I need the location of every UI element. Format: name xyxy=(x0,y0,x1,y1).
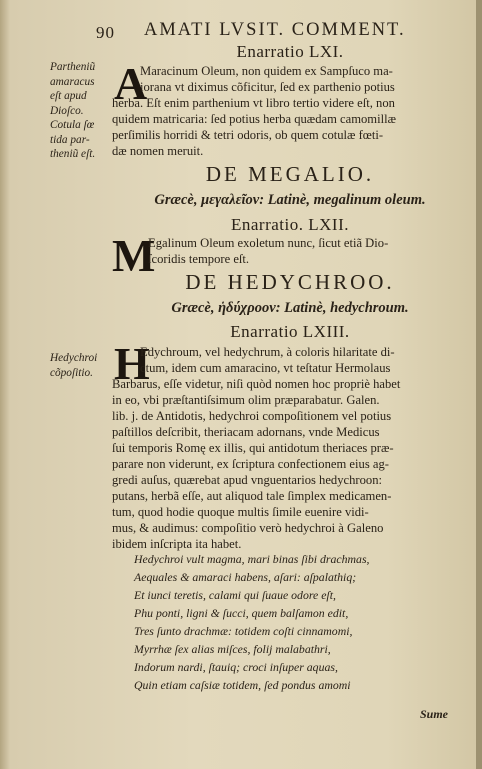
text-line: lib. j. de Antidotis, hedychroi compoſitionem vel potius xyxy=(112,409,392,423)
text-line: ibidem inſcripta ita habet. xyxy=(112,537,242,551)
margin-note-line: tida par- xyxy=(50,133,90,146)
verse-line: Aequales & amaraci habens, aſari: aſpalathiq; xyxy=(134,570,357,584)
text-line: iorana vt diximus cõficitur, ſed ex parthenio potius xyxy=(140,80,395,94)
text-line: gredi auſus, quærebat apud vnguentarios hedychroon: xyxy=(112,473,382,487)
text-line: paſtillos deſcribit, theriacam adornans, vnde Medicus xyxy=(112,425,380,439)
subtitle-megalio: Græcè, μεγαλεῖον: Latinè, megalinum oleum. xyxy=(154,192,426,208)
title-de-hedychroo: DE HEDYCHROO. xyxy=(185,270,395,294)
page-edge xyxy=(476,0,482,769)
dropcap-m: M xyxy=(112,230,156,281)
page-number: 90 xyxy=(96,23,115,42)
text-line: dæ nomen meruit. xyxy=(112,144,204,158)
verse-line: Indorum nardi, ſtauiq; croci inſuper aquas, xyxy=(134,660,338,674)
text-line: quidem matricaria: ſed potius herba quædam camomillæ xyxy=(112,112,396,126)
text-line: Egalinum Oleum exoletum nunc, ſicut etiã Dio- xyxy=(148,236,389,250)
text-line: ſcoridis tempore eſt. xyxy=(148,252,250,266)
verse-line: Quin etiam caſsiæ totidem, ſed pondus amomi xyxy=(134,678,351,692)
verse-line: Hedychroi vult magma, mari binas ſibi drachmas, xyxy=(134,552,370,566)
text-line: putans, herbã eſſe, aut aliquod tale ſimplex medicamen- xyxy=(112,489,392,503)
margin-note-line: theniũ eſt. xyxy=(50,148,96,160)
verse-line: Et iunci teretis, calami qui ſuaue odore eſt, xyxy=(134,588,336,602)
text-line: parare non viderunt, ex ſcriptura confectionem eius ag- xyxy=(112,457,389,471)
text-line: tum, quod hodie quoque multis ſimile euenire vidi- xyxy=(112,505,369,519)
dropcap-h: H xyxy=(114,338,150,389)
title-de-megalio: DE MEGALIO. xyxy=(205,162,375,186)
text-line: Edychroum, vel hedychrum, à coloris hilaritate di- xyxy=(140,345,395,359)
text-line: in eo, vbi præſtantiſsimum olim præparabatur. Galen. xyxy=(112,393,380,407)
text-line: ſui temporis Romę ex illis, qui antidotum theriaces præ- xyxy=(112,441,394,455)
heading-enarratio-61: Enarratio LXI. xyxy=(236,42,344,61)
text-line: perſimilis horridi & tetri odoris, ob quem cotulæ fœti- xyxy=(112,128,384,142)
text-line: ctum, idem cum amaracino, vt teſtatur Hermolaus xyxy=(140,361,391,375)
text-line: mus, & audimus: compoſitio verò hedychroi à Galeno xyxy=(112,521,384,535)
margin-note-line: eſt apud xyxy=(50,90,87,102)
margin-note-line: amaracus xyxy=(50,75,95,88)
text-line: Maracinum Oleum, non quidem ex Sampſuco ma- xyxy=(140,64,393,78)
text-line: herba. Eſt enim parthenium vt libro tertio videre eſt, non xyxy=(112,96,395,110)
running-head: AMATI LVSIT. COMMENT. xyxy=(144,20,406,40)
margin-note-line: Partheniũ xyxy=(50,61,96,73)
dropcap-a: A xyxy=(114,58,148,109)
verse-line: Tres ſunto drachmæ: totidem coſti cinnamomi, xyxy=(134,624,353,638)
catchword: Sume xyxy=(420,707,449,721)
margin-note-line: Dioſco. xyxy=(50,104,84,117)
margin-note-parthenium xyxy=(50,60,112,162)
verse-line: Myrrhæ ſex alias miſces, folij malabathri, xyxy=(134,642,331,656)
margin-note-hedychroi xyxy=(50,351,112,380)
margin-note-line: Hedychroi xyxy=(50,352,98,364)
margin-note-line: cõpoſitio. xyxy=(50,366,93,379)
margin-note-line: Cotula ſœ xyxy=(50,119,95,131)
heading-enarratio-62: Enarratio. LXII. xyxy=(231,215,349,234)
verse-line: Phu ponti, ligni & ſucci, quem balſamon edit, xyxy=(134,606,349,620)
heading-enarratio-63: Enarratio LXIII. xyxy=(230,322,350,341)
subtitle-hedychroo: Græcè, ἡδύχροον: Latinè, hedychroum. xyxy=(171,300,409,316)
text-line: Barbarus, eſſe videtur, niſi quòd nomen hoc propriè habet xyxy=(112,377,401,391)
